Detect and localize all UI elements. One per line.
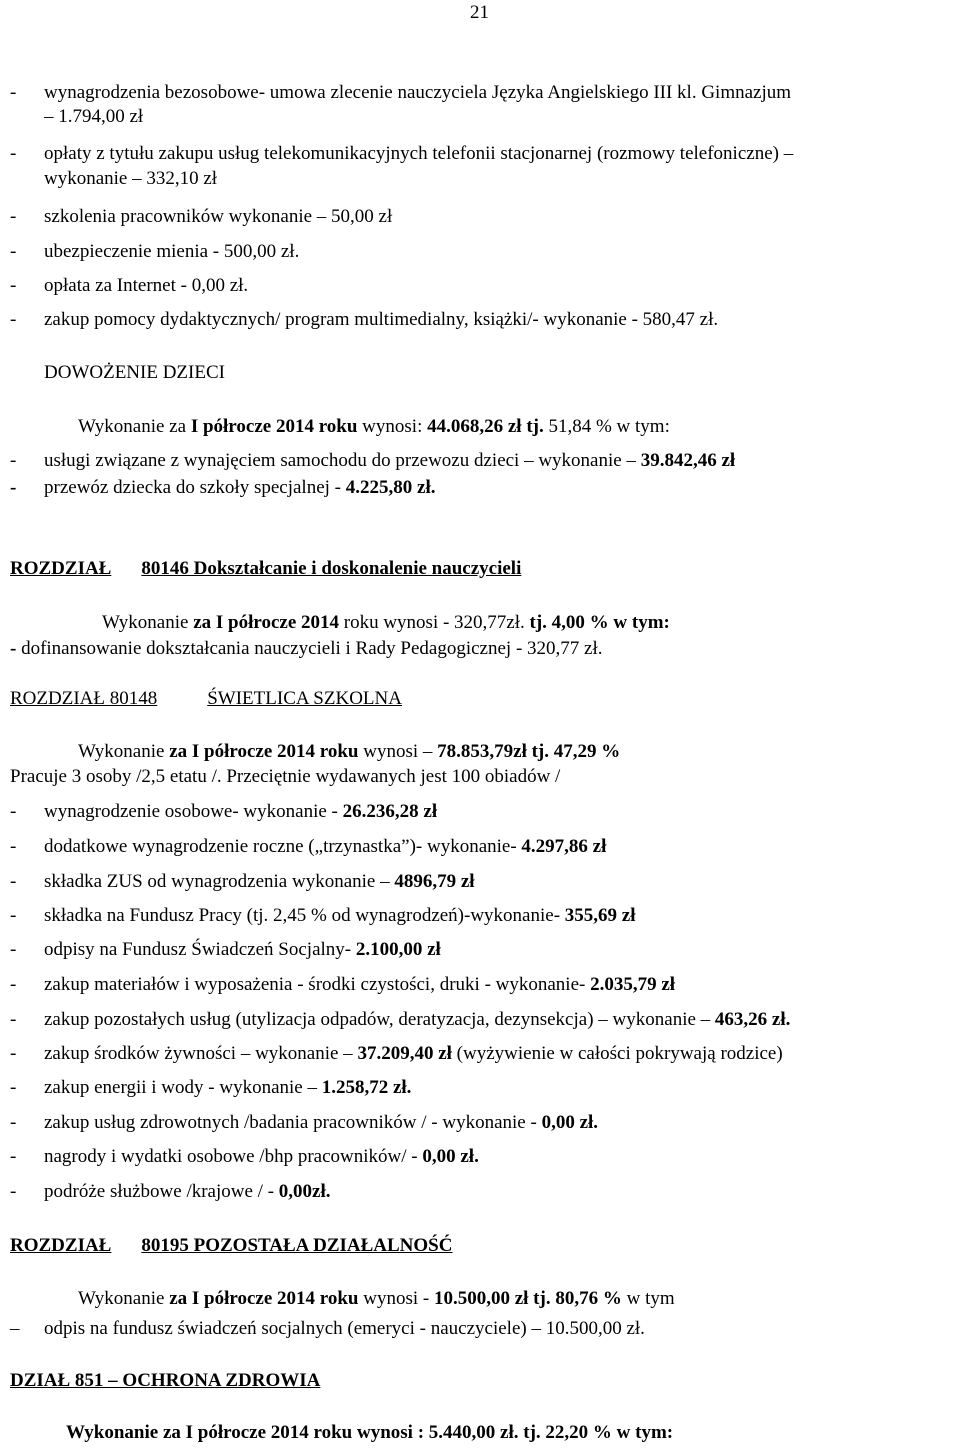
list-item: - zakup energii i wody - wykonanie – 1.258,72 zł.	[10, 1077, 412, 1098]
list-item: – odpis na fundusz świadczeń socjalnych (emeryci - nauczyciele) – 10.500,00 zł.	[10, 1318, 645, 1339]
list-item-continuation: wykonanie – 332,10 zł	[44, 168, 218, 189]
list-item: - zakup materiałów i wyposażenia - środki czystości, druki - wykonanie- 2.035,79 zł	[10, 974, 676, 995]
list-item: - podróże służbowe /krajowe / - 0,00zł.	[10, 1181, 331, 1202]
page-number: 21	[470, 2, 489, 23]
summary-line: Wykonanie za I półrocze 2014 roku wynosi - 10.500,00 zł tj. 80,76 % w tym	[78, 1288, 675, 1309]
summary-line: Wykonanie za I półrocze 2014 roku wynosi : 5.440,00 zł. tj. 22,20 % w tym:	[66, 1422, 674, 1443]
section-heading: ROZDZIAŁ 80195 POZOSTAŁA DZIAŁALNOŚĆ	[10, 1235, 453, 1256]
list-item: - przewóz dziecka do szkoły specjalnej - 4.225,80 zł.	[10, 477, 436, 498]
list-item: - ubezpieczenie mienia - 500,00 zł.	[10, 241, 300, 262]
list-item: - wynagrodzenie osobowe- wykonanie - 26.236,28 zł	[10, 801, 438, 822]
summary-line: Wykonanie za I półrocze 2014 roku wynosi - 320,77zł. tj. 4,00 % w tym:	[102, 612, 670, 633]
list-item: - opłaty z tytułu zakupu usług telekomunikacyjnych telefonii stacjonarnej (rozmowy telefoniczne) –	[10, 143, 794, 164]
list-item: - dofinansowanie dokształcania nauczycieli i Rady Pedagogicznej - 320,77 zł.	[10, 638, 603, 659]
summary-line: Wykonanie za I półrocze 2014 roku wynosi: 44.068,26 zł tj. 51,84 % w tym:	[78, 416, 670, 437]
summary-line: Wykonanie za I półrocze 2014 roku wynosi – 78.853,79zł tj. 47,29 %	[78, 741, 621, 762]
section-heading: DZIAŁ 851 – OCHRONA ZDROWIA	[10, 1370, 321, 1391]
list-item: - zakup środków żywności – wykonanie – 37.209,40 zł (wyżywienie w całości pokrywają rodzice)	[10, 1043, 783, 1064]
list-item: - składka na Fundusz Pracy (tj. 2,45 % od wynagrodzeń)-wykonanie- 355,69 zł	[10, 905, 636, 926]
list-item: - zakup pomocy dydaktycznych/ program multimedialny, książki/- wykonanie - 580,47 zł.	[10, 309, 719, 330]
list-item: - szkolenia pracowników wykonanie – 50,00 zł	[10, 206, 393, 227]
list-item: - nagrody i wydatki osobowe /bhp pracowników/ - 0,00 zł.	[10, 1146, 479, 1167]
list-item: - opłata za Internet - 0,00 zł.	[10, 275, 249, 296]
section-heading: DOWOŻENIE DZIECI	[44, 362, 225, 383]
list-item-continuation: – 1.794,00 zł	[44, 106, 144, 127]
list-item: - wynagrodzenia bezosobowe- umowa zlecenie nauczyciela Języka Angielskiego III kl. Gimnazjum	[10, 82, 792, 103]
list-item: - zakup pozostałych usług (utylizacja odpadów, deratyzacja, dezynsekcja) – wykonanie – 463,26 zł.	[10, 1009, 791, 1030]
list-item: - składka ZUS od wynagrodzenia wykonanie – 4896,79 zł	[10, 871, 475, 892]
list-item: - dodatkowe wynagrodzenie roczne („trzynastka”)- wykonanie- 4.297,86 zł	[10, 836, 607, 857]
list-item: - odpisy na Fundusz Świadczeń Socjalny- 2.100,00 zł	[10, 939, 441, 960]
list-item: - zakup usług zdrowotnych /badania pracowników / - wykonanie - 0,00 zł.	[10, 1112, 599, 1133]
list-item: - usługi związane z wynajęciem samochodu do przewozu dzieci – wykonanie – 39.842,46 zł	[10, 450, 736, 471]
note-line: Pracuje 3 osoby /2,5 etatu /. Przeciętnie wydawanych jest 100 obiadów /	[10, 766, 561, 787]
section-heading: ROZDZIAŁ 80146 Dokształcanie i doskonalenie nauczycieli	[10, 558, 522, 579]
section-heading: ROZDZIAŁ 80148 ŚWIETLICA SZKOLNA	[10, 688, 402, 709]
